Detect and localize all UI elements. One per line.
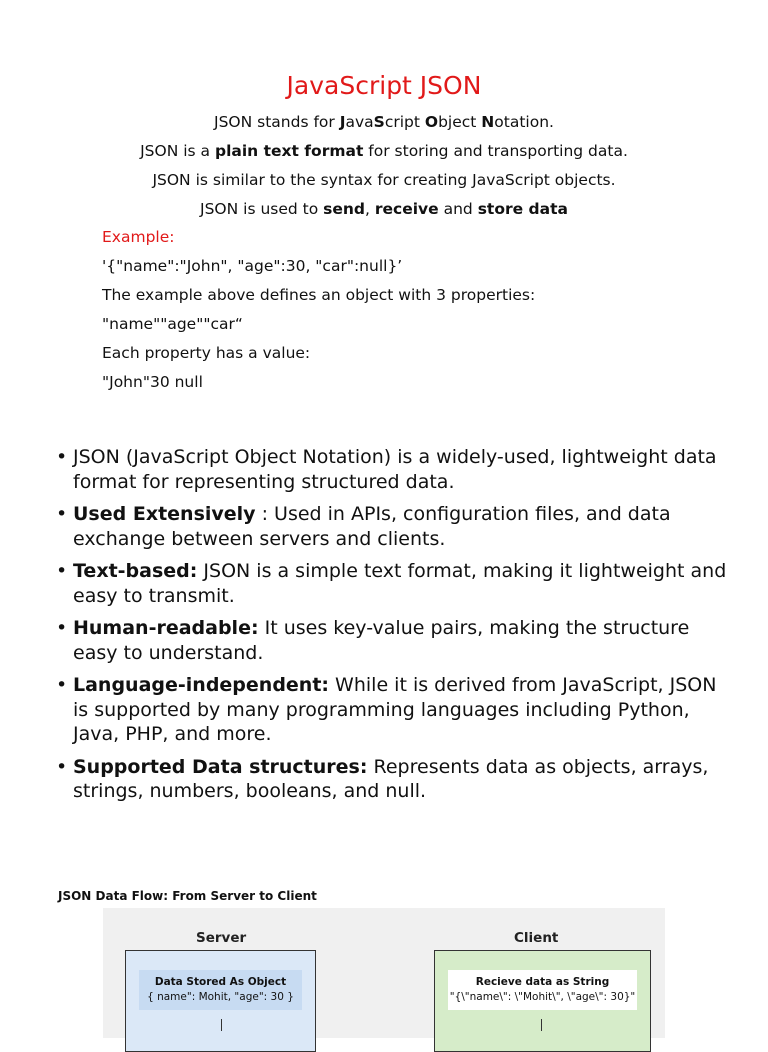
bullet-item [56,755,736,804]
client-box [434,950,651,1052]
bullet-term: Language-independent: [73,674,330,696]
bullet-dot: • [56,617,68,639]
text-segment: JSON stands for [214,113,340,131]
bullet-term: Text-based: [73,560,198,582]
client-string-card [448,970,637,1010]
bold-segment: plain text format [214,142,364,160]
bullet-text: Represents data as objects, arrays, strings, numbers, booleans, and null. [73,755,709,802]
server-arrow-stem [221,1019,222,1031]
bold-segment: store data [477,200,568,218]
server-object-card [139,970,302,1010]
page-title: JavaScript JSON [286,71,482,100]
example-line: "John"30 null [102,373,203,391]
figure-caption: JSON Data Flow: From Server to Client [58,889,317,903]
text-segment: cript [384,113,425,131]
text-segment: JSON is used to [200,200,324,218]
bullet-term: Used Extensively [73,503,256,525]
bullet-text: : Used in APIs, configuration files, and data exchange between servers and clients. [73,503,671,550]
bullet-item [56,559,736,608]
bullet-dot: • [56,755,68,778]
bullet-term: Human-readable: [73,617,259,639]
text-segment: for storing and transporting data. [363,142,628,160]
text-segment: ava [345,113,374,131]
example-block [102,225,535,399]
bullet-list [56,445,736,812]
example-line: "name""age""car“ [102,315,243,333]
server-title: Server [196,930,247,946]
bullet-text: JSON (JavaScript Object Notation) is a widely-used, lightweight data format for representing structured data. [73,446,717,493]
example-line: The example above defines an object with 3 properties: [102,286,536,304]
intro-line [0,197,768,226]
bullet-term: Supported Data structures: [73,755,368,778]
intro-line [0,168,768,197]
bullet-text: While it is derived from JavaScript, JSON is supported by many programming languages including Python, Java, PHP, and more. [73,674,717,745]
bullet-text: JSON is a simple text format, making it lightweight and easy to transmit. [73,560,727,607]
bold-segment: J [339,113,346,131]
server-card-value: { name": Mohit, "age": 30 } [147,991,294,1003]
bullet-dot: • [56,674,68,696]
bold-segment: S [373,113,385,131]
text-segment: , [365,200,375,218]
bullet-item [56,502,736,551]
example-line: '{"name":"John", "age":30, "car":null}’ [102,257,403,275]
intro-block [0,110,768,226]
data-flow-figure [103,908,665,1038]
text-segment: JSON is similar to the syntax for creating JavaScript objects. [152,171,616,189]
bullet-dot: • [56,446,68,468]
bullet-text: It uses key-value pairs, making the structure easy to understand. [73,617,690,664]
intro-line [0,110,768,139]
text-segment: otation. [494,113,554,131]
example-label: Example: [102,228,175,246]
example-line: Each property has a value: [102,344,311,362]
bold-segment: send [323,200,366,218]
bullet-item [56,445,736,494]
intro-line [0,139,768,168]
server-box [125,950,316,1052]
client-title: Client [514,930,559,946]
text-segment: and [438,200,478,218]
bullet-item [56,616,736,665]
bullet-item [56,673,736,747]
client-card-value: "{\"name\": \"Mohit\", \"age\": 30}" [449,991,636,1003]
bold-segment: receive [374,200,439,218]
bold-segment: O [424,113,439,131]
bullet-dot: • [56,560,68,582]
client-arrow-stem [541,1019,542,1031]
text-segment: bject [438,113,482,131]
server-card-title: Data Stored As Object [154,976,287,988]
bullet-dot: • [56,503,68,525]
bold-segment: N [481,113,495,131]
client-card-title: Recieve data as String [475,976,610,988]
text-segment: JSON is a [140,142,215,160]
